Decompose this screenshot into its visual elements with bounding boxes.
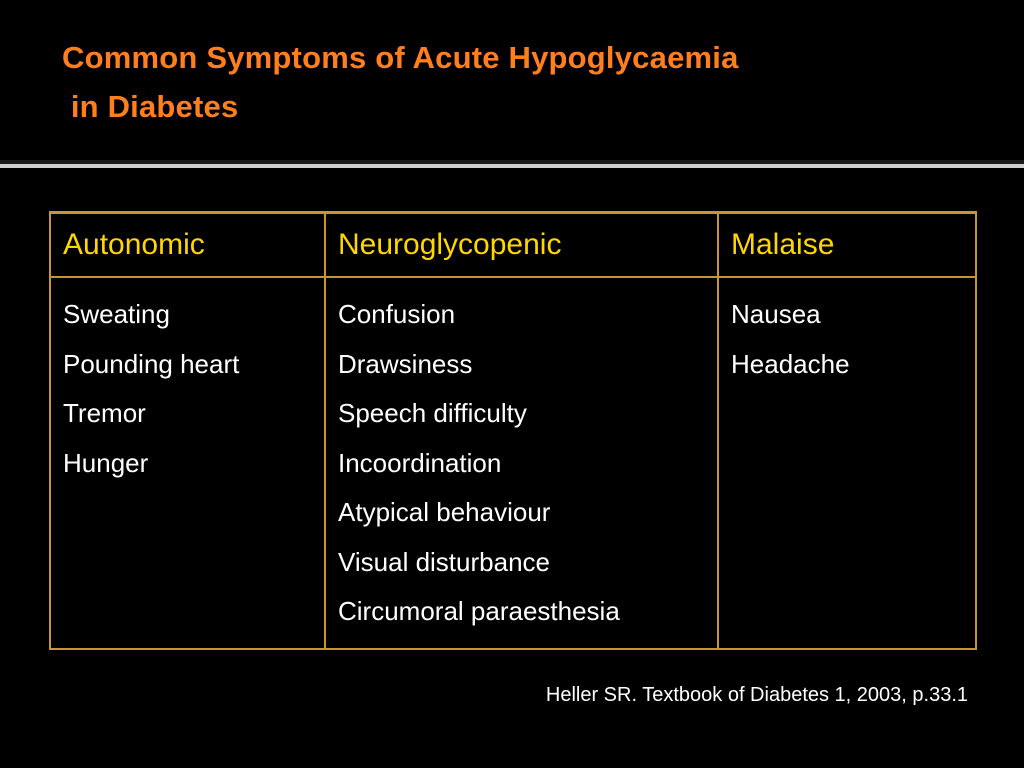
autonomic-cell xyxy=(50,277,325,649)
malaise-cell xyxy=(718,277,976,649)
header-neuroglycopenic: Neuroglycopenic xyxy=(325,213,718,278)
symptoms-table xyxy=(49,211,977,650)
symptom-item: Drawsiness xyxy=(338,348,473,379)
header-autonomic: Autonomic xyxy=(50,213,325,278)
citation: Heller SR. Textbook of Diabetes 1, 2003, p.33.1 xyxy=(545,684,968,706)
neuroglycopenic-cell xyxy=(325,277,718,649)
symptom-item: Confusion xyxy=(338,299,456,329)
symptom-item: Circumoral paraesthesia xyxy=(338,596,620,626)
symptom-item: Hunger xyxy=(63,447,149,478)
slide-title-line-1: Common Symptoms of Acute Hypoglycaemia xyxy=(62,40,739,75)
symptom-item: Speech difficulty xyxy=(338,398,527,428)
title-band xyxy=(0,0,1024,160)
symptom-item: Incoordination xyxy=(338,447,502,478)
symptom-item: Tremor xyxy=(63,398,146,428)
symptoms-table-container xyxy=(49,211,975,650)
symptom-item: Headache xyxy=(731,348,850,379)
title-divider-light xyxy=(0,164,1024,168)
symptom-item: Visual disturbance xyxy=(338,546,550,577)
slide-title-line-2: in Diabetes xyxy=(62,89,239,124)
table-body-row xyxy=(50,277,976,649)
header-malaise: Malaise xyxy=(718,213,976,278)
symptom-item: Nausea xyxy=(731,299,821,329)
table-header-row xyxy=(50,213,976,278)
symptom-item: Sweating xyxy=(63,299,170,329)
symptom-item: Pounding heart xyxy=(63,348,240,379)
symptom-item: Atypical behaviour xyxy=(338,497,551,527)
